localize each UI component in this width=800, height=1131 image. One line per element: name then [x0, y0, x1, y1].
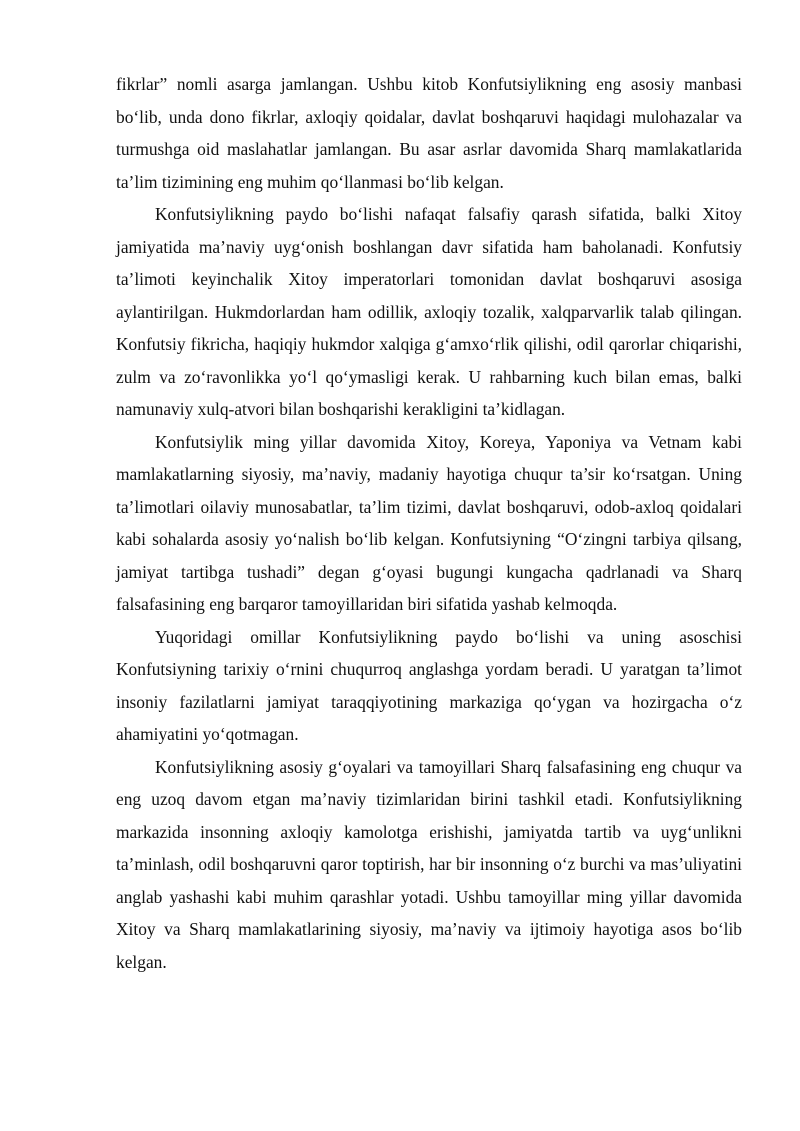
paragraph-2: Konfutsiylikning paydo bo‘lishi nafaqat falsafiy qarash sifatida, balki Xitoy jamiyatida ma’naviy uyg‘onish boshlangan davr sifatida ham baholanadi. Konfutsiy ta’limoti keyinchalik Xitoy imperatorlari tomonidan davlat boshqaruvi asosiga aylantirilgan. Hukmdorlardan ham odillik, axloqiy tozalik, xalqparvarlik talab qilingan. Konfutsiy fikricha, haqiqiy hukmdor xalqiga g‘amxo‘rlik qilishi, odil qarorlar chiqarishi, zulm va zo‘ravonlikka yo‘l qo‘ymasligi kerak. U rahbarning kuch bilan emas, balki namunaviy xulq-atvori bilan boshqarishi kerakligini ta’kidlagan.	[116, 204, 742, 419]
paragraph-1: fikrlar” nomli asarga jamlangan. Ushbu kitob Konfutsiylikning eng asosiy manbasi bo‘lib, unda dono fikrlar, axloqiy qoidalar, davlat boshqaruvi haqidagi mulohazalar va turmushga oid maslahatlar jamlangan. Bu asar asrlar davomida Sharq mamlakatlarida ta’lim tizimining eng muhim qo‘llanmasi bo‘lib kelgan.	[116, 74, 742, 192]
paragraph-4: Yuqoridagi omillar Konfutsiylikning paydo bo‘lishi va uning asoschisi Konfutsiyning tarixiy o‘rnini chuqurroq anglashga yordam beradi. U yaratgan ta’limot insoniy fazilatlarni jamiyat taraqqiyotining markaziga qo‘ygan va hozirgacha o‘z ahamiyatini yo‘qotmagan.	[116, 626, 742, 744]
document-page	[116, 68, 742, 978]
paragraph-5: Konfutsiylikning asosiy g‘oyalari va tamoyillari Sharq falsafasining eng chuqur va eng uzoq davom etgan ma’naviy tizimlaridan birini tashkil etadi. Konfutsiylikning markazida insonning axloqiy kamolotga erishishi, jamiyatda tartib va uyg‘unlikni ta’minlash, odil boshqaruvni qaror toptirish, har bir insonning o‘z burchi va mas’uliyatini anglab yashashi kabi muhim qarashlar yotadi. Ushbu tamoyillar ming yillar davomida Xitoy va Sharq mamlakatlarining siyosiy, ma’naviy va ijtimoiy hayotiga asos bo‘lib kelgan.	[116, 756, 742, 972]
paragraph-3: Konfutsiylik ming yillar davomida Xitoy, Koreya, Yaponiya va Vetnam kabi mamlakatlarning siyosiy, ma’naviy, madaniy hayotiga chuqur ta’sir ko‘rsatgan. Uning ta’limotlari oilaviy munosabatlar, ta’lim tizimi, davlat boshqaruvi, odob-axloq qoidalari kabi sohalarda asosiy yo‘nalish bo‘lib kelgan. Konfutsiyning “O‘zingni tarbiya qilsang, jamiyat tartibga tushadi” degan g‘oyasi bugungi kungacha qadrlanadi va Sharq falsafasining eng barqaror tamoyillaridan biri sifatida yashab kelmoqda.	[116, 431, 742, 614]
